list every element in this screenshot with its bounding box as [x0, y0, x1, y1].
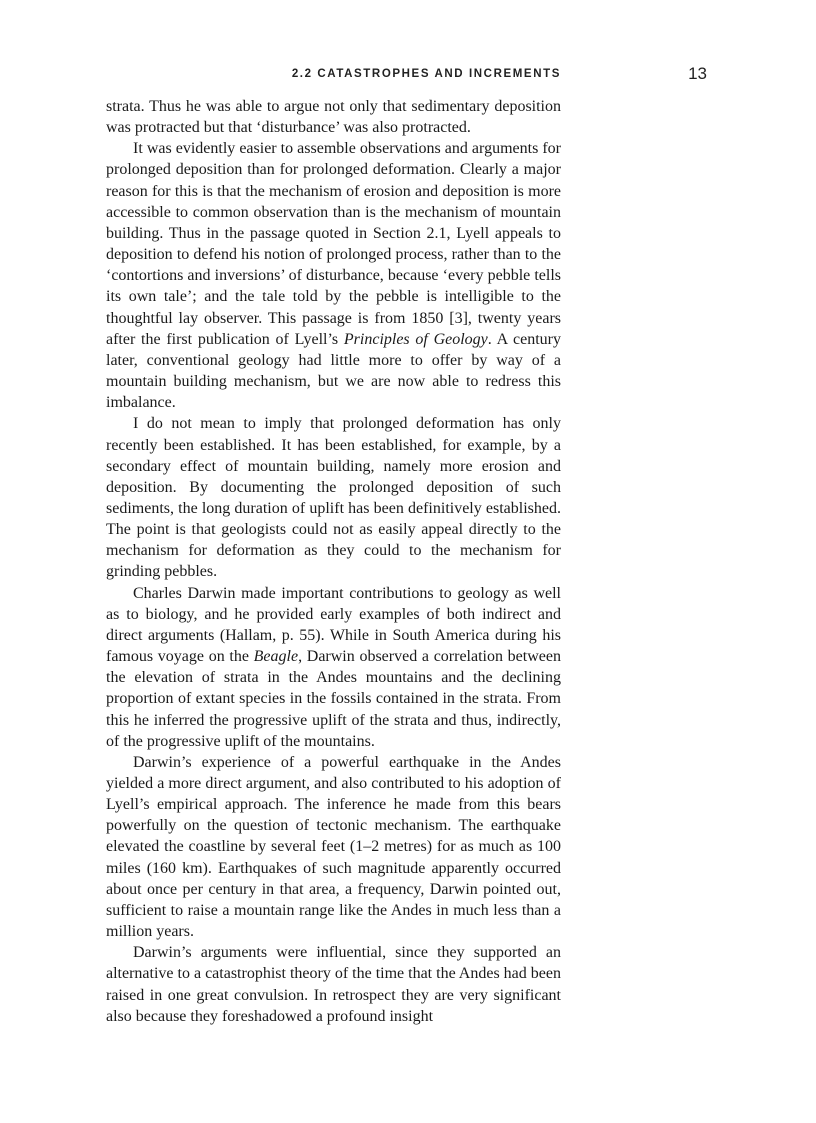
paragraph	[106, 583, 561, 752]
paragraph-text: Charles Darwin made important contributions to geology as well as to biology, and he provided early examples of both indirect and direct arguments (Hallam, p. 55). While in South America during his famous voyage on the	[106, 584, 561, 666]
paragraph	[106, 413, 561, 582]
body-text	[106, 96, 561, 1027]
paragraph	[106, 942, 561, 1027]
paragraph-text: . A century later, conventional geology had little more to offer by way of a mountain building mechanism, but we are now able to redress this imbalance.	[106, 330, 562, 412]
paragraph-text: I do not mean to imply that prolonged deformation has only recently been established. It has been established, for example, by a secondary effect of mountain building, namely more erosion and deposition. By documenting the prolonged deposition of such sediments, the long duration of uplift has been definitively established. The point is that geologists could not as easily appeal directly to the mechanism for deformation as they could to the mechanism for grinding pebbles.	[106, 415, 561, 581]
paragraph-text: , Darwin observed a correlation between the elevation of strata in the Andes mountains and the declining proportion of extant species in the fossils contained in the strata. From this he inferred the progressive uplift of the strata and thus, indirectly, of the progressive uplift of the mountains.	[106, 648, 561, 750]
running-head: 2.2 CATASTROPHES AND INCREMENTS	[291, 68, 561, 80]
paragraph-text: Darwin’s experience of a powerful earthquake in the Andes yielded a more direct argument, and also contributed to his adoption of Lyell’s empirical approach. The inference he made from this bears powerfully on the question of tectonic mechanism. The earthquake elevated the coastline by several feet (1–2 metres) for as much as 100 miles (160 km). Earthquakes of such magnitude apparently occurred about once per century in that area, a frequency, Darwin pointed out, sufficient to raise a mountain range like the Andes in much less than a million years.	[106, 753, 561, 941]
paragraph	[106, 96, 561, 138]
paragraph-text: strata. Thus he was able to argue not only that sedimentary deposition was protracted but that ‘disturbance’ was also protracted.	[106, 98, 561, 137]
book-title: Principles of Geology	[343, 330, 488, 348]
paragraph-text: It was evidently easier to assemble observations and arguments for prolonged deposition than for prolonged deformation. Clearly a major reason for this is that the mechanism of erosion and deposition is more accessible to common observation than is the mechanism of mountain building. Thus in the passage quoted in Section 2.1, Lyell appeals to deposition to defend his notion of prolonged process, rather than to the ‘contortions and inversions’ of disturbance, because ‘every pebble tells its own tale’; and the tale told by the pebble is intelligible to the thoughtful lay observer. This passage is from 1850 [3], twenty years after the first publication of Lyell’s	[106, 140, 561, 348]
paragraph-text: Darwin’s arguments were influential, since they supported an alternative to a catastrophist theory of the time that the Andes had been raised in one great convulsion. In retrospect they are very significant also because they foreshadowed a profound insight	[106, 944, 561, 1025]
ship-name: Beagle	[253, 648, 299, 666]
page-header	[106, 64, 707, 84]
page-number: 13	[688, 64, 707, 83]
paragraph	[106, 752, 561, 942]
paragraph	[106, 138, 561, 413]
